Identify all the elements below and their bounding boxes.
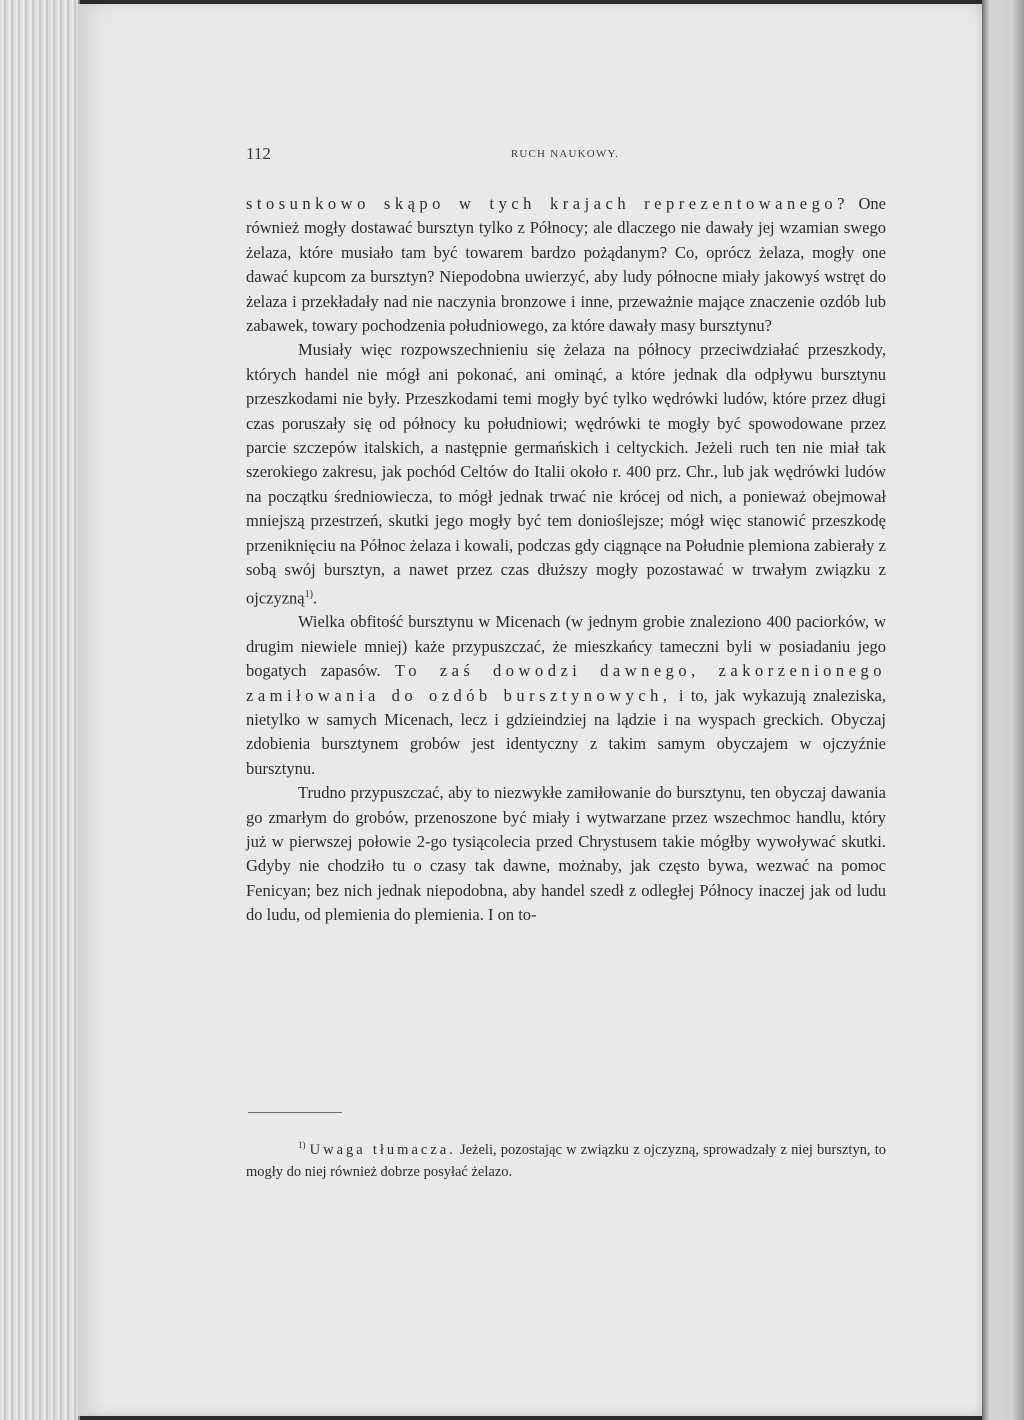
spaced-emphasis: stosunkowo skąpo w tych krajach reprezentowanego?	[246, 194, 849, 213]
paragraph-text: Trudno przypuszczać, aby to niezwykłe zamiłowanie do bursztynu, ten obyczaj dawania go zmarłym do grobów, przenoszone być miały i wytwarzane przez wszechmoc handlu, który już w pierwszej połowie 2-go tysiącolecia przed Chrystusem takie mógłby wywoływać skutki. Gdyby nie chodziło tu o czasy tak dawne, możnaby, jak często bywa, wezwać na pomoc Fenicyan; bez nich jednak niepodobna, aby handel szedł z odległej Północy inaczej jak od ludu do ludu, od plemienia do plemienia. I on to-	[246, 783, 886, 925]
paragraph-4	[246, 781, 886, 927]
body-text	[246, 192, 886, 928]
spaced-emphasis: To zaś dowodzi dawnego, zakorzenionego zamiłowania do ozdób bursztynowych,	[246, 661, 886, 705]
paragraph-text-end: i to, jak wykazują znaleziska, nietylko w samych Micenach, lecz i gdzieindziej na lądzie i na wyspach greckich. Obyczaj zdobienia bursztynem grobów jest identyczny z takim samym obyczajem w ojczyźnie bursztynu.	[246, 685, 886, 778]
paragraph-text-end: .	[312, 588, 318, 607]
paragraph-text: One również mogły dostawać bursztyn tylko z Północy; ale dlaczego nie dawały jej wzamian swego żelaza, które musiało tam być towarem bardzo pożądanym? Co, oprócz żelaza, mogły one dawać kupcom za bursztyn? Niepodobna uwierzyć, aby ludy północne miały jakowyś wstręt do żelaza i przekładały nad nie naczynia bronzowe i inne, przeważnie mające znaczenie ozdób lub zabawek, towary pochodzenia południowego, za które dawały masy bursztynu?	[246, 194, 886, 336]
paragraph-text: Musiały więc rozpowszechnieniu się żelaza na północy przeciwdziałać przeszkody, których handel nie mógł ani pokonać, ani ominąć, a które jednak dla odpływu bursztynu przeszkodami nie były. Przeszkodami temi mogły być tylko wędrówki ludów, które przez długi czas poruszały się od północy ku południowi; wędrówki te mogły być spowodowane przez parcie szczepów italskich, a następnie germańskich i celtyckich. Jeżeli ruch ten nie miał tak szerokiego zakresu, jak pochód Celtów do Italii około r. 400 prz. Chr., lub jak wędrówki ludów na początku średniowiecza, to mógł jednak trwać nie krócej od nich, a ponieważ obejmował mniejszą przestrzeń, skutki jego mogły być tem donioślejsze; mógł więc stanowić przeszkodę przeniknięciu na Północ żelaza i kowali, podczas gdy ciągnące na Południe plemiona zabierały z sobą swój bursztyn, a nawet przez czas dłuższy mogły pozostawać w trwałym związku z ojczyzną	[246, 340, 886, 607]
footnote-reference: 1)	[304, 588, 313, 600]
paragraph-2	[246, 338, 886, 610]
facing-page-strip	[982, 0, 1024, 1420]
paragraph-1	[246, 192, 886, 338]
footnote-separator	[248, 1112, 342, 1113]
book-page-edges	[0, 0, 80, 1420]
footnote-mark: 1)	[298, 1140, 306, 1150]
page-header	[244, 144, 886, 168]
paragraph-text: Wielka obfitość bursztynu w Micenach (w jednym grobie znaleziono 400 paciorków, w drugim niewiele mniej) każe przypuszczać, że mieszkańcy tameczni byli w posiadaniu jego bogatych zapasów.	[246, 612, 886, 681]
running-head: RUCH NAUKOWY.	[510, 148, 620, 160]
footnote	[246, 1134, 886, 1183]
page-number: 112	[246, 144, 271, 163]
footnote-text: Jeżeli, pozostając w związku z ojczyzną, sprowadzały z niej bursztyn, to mogły do niej również dobrze posyłać żelazo.	[246, 1141, 886, 1180]
footnote-spaced-label: Uwaga tłumacza.	[309, 1141, 456, 1158]
paragraph-3	[246, 610, 886, 781]
